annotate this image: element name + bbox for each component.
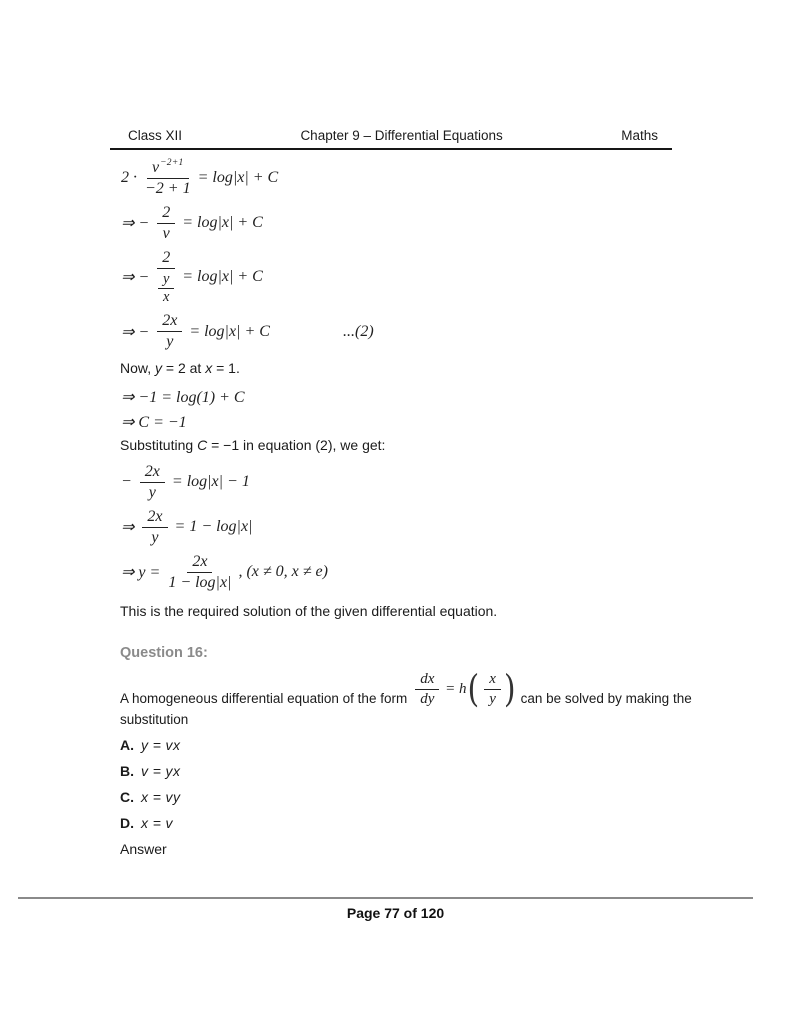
footer-divider xyxy=(18,897,753,899)
condition-var-x: x xyxy=(205,360,213,377)
eq2-fraction xyxy=(157,204,175,243)
eq9-denominator: 1 − log|x| xyxy=(168,573,232,591)
eq7-numerator: 2x xyxy=(140,463,165,483)
substituting-text: Substituting xyxy=(120,436,198,453)
substituting-var-c: C xyxy=(197,436,208,453)
eq4-denominator: y xyxy=(166,333,174,351)
substituting-line xyxy=(120,437,680,455)
eq9-numerator: 2x xyxy=(187,553,212,573)
eq7-prefix: − xyxy=(121,473,136,491)
eq3-sub-denominator: x xyxy=(163,289,170,306)
page-content xyxy=(120,158,692,857)
eq8-denominator: y xyxy=(151,528,159,546)
eq1-num-superscript: −2+1 xyxy=(160,158,184,168)
option-d xyxy=(120,815,680,831)
substituting-text: = −1 in equation (2), we get: xyxy=(207,436,386,453)
equation-line-1 xyxy=(121,158,680,198)
equation-line-3 xyxy=(121,249,680,307)
condition-var-y: y xyxy=(155,360,163,377)
question-outro-text: can be solved by making the xyxy=(520,690,692,706)
condition-text: = 2 at xyxy=(162,360,206,377)
option-c xyxy=(120,789,680,805)
eq1-numerator xyxy=(147,158,189,179)
option-a-label: A. xyxy=(120,736,134,753)
eq1-denominator: −2 + 1 xyxy=(145,179,191,197)
question-intro-text: A homogeneous differential equation of the form xyxy=(120,690,408,706)
condition-text: = 1. xyxy=(212,360,240,377)
formula-equals-h: = h xyxy=(441,680,467,697)
option-c-text: x = vy xyxy=(141,788,181,805)
question-inline-formula xyxy=(411,667,516,711)
eq3-sub-numerator: y xyxy=(158,272,174,290)
option-d-label: D. xyxy=(120,814,134,831)
eq4-fraction xyxy=(157,312,182,351)
formula-dx: dx xyxy=(415,671,439,690)
eq9-prefix: ⇒ y = xyxy=(121,564,165,582)
closing-text: This is the required solution of the given differential equation. xyxy=(120,603,498,620)
question-heading: Question 16: xyxy=(120,644,208,661)
formula-close-paren: ) xyxy=(503,667,516,711)
eq2-prefix: ⇒ − xyxy=(121,215,154,233)
closing-statement xyxy=(120,603,680,621)
equation-line-6 xyxy=(121,412,680,432)
equation-number-tag: ...(2) xyxy=(343,322,374,340)
question-continuation: substitution xyxy=(120,711,189,727)
option-b-text: v = yx xyxy=(141,762,181,779)
formula-open-paren: ( xyxy=(467,667,480,711)
formula-dy: dy xyxy=(420,690,435,707)
question-paragraph xyxy=(120,667,692,711)
eq5-text: ⇒ −1 = log(1) + C xyxy=(121,388,245,406)
option-b-label: B. xyxy=(120,762,134,779)
eq3-sub-fraction xyxy=(158,272,174,307)
eq1-fraction xyxy=(145,158,191,198)
eq4-rhs: = log|x| + C xyxy=(189,322,270,340)
eq3-prefix: ⇒ − xyxy=(121,269,154,287)
eq6-text: ⇒ C = −1 xyxy=(121,413,187,431)
eq9-rhs: , (x ≠ 0, x ≠ e) xyxy=(238,563,328,581)
page-header xyxy=(110,128,672,150)
eq8-rhs: = 1 − log|x| xyxy=(174,518,253,536)
option-b xyxy=(120,763,680,779)
eq3-rhs: = log|x| + C xyxy=(182,268,263,286)
eq3-denominator xyxy=(158,269,174,307)
eq2-denominator: v xyxy=(162,224,170,242)
eq7-rhs: = log|x| − 1 xyxy=(171,473,250,491)
formula-x-y-fraction xyxy=(484,671,501,708)
option-d-text: x = v xyxy=(141,814,173,831)
option-c-label: C. xyxy=(120,788,134,805)
equation-line-9 xyxy=(121,553,680,592)
eq1-num-base: v xyxy=(151,159,160,176)
eq3-fraction xyxy=(157,249,175,307)
equation-line-7 xyxy=(121,463,680,502)
equation-line-4 xyxy=(121,312,680,351)
eq7-denominator: y xyxy=(148,483,156,501)
equation-line-2 xyxy=(121,204,680,243)
eq1-rhs: = log|x| + C xyxy=(197,168,279,186)
eq4-prefix: ⇒ − xyxy=(121,323,154,341)
eq8-prefix: ⇒ xyxy=(121,519,139,537)
eq8-fraction xyxy=(142,508,167,547)
eq3-numerator: 2 xyxy=(157,249,175,269)
header-chapter-title: Chapter 9 – Differential Equations xyxy=(300,128,503,143)
equation-line-5 xyxy=(121,387,680,407)
option-a-text: y = vx xyxy=(141,736,181,753)
equation-line-8 xyxy=(121,508,680,547)
header-subject: Maths xyxy=(621,128,658,143)
formula-x: x xyxy=(484,671,501,690)
eq2-rhs: = log|x| + C xyxy=(182,214,263,232)
eq4-numerator: 2x xyxy=(157,312,182,332)
condition-line xyxy=(120,360,680,378)
answer-label: Answer xyxy=(120,840,167,857)
option-a xyxy=(120,737,680,753)
header-class: Class XII xyxy=(128,128,183,143)
condition-text: Now, xyxy=(120,360,156,377)
formula-y: y xyxy=(489,690,496,707)
formula-dx-dy-fraction xyxy=(415,671,439,708)
eq1-prefix: 2 · xyxy=(121,168,141,186)
eq7-fraction xyxy=(140,463,165,502)
eq8-numerator: 2x xyxy=(142,508,167,528)
eq9-fraction xyxy=(168,553,231,592)
page-number: Page 77 of 120 xyxy=(346,905,445,921)
eq2-numerator: 2 xyxy=(157,204,175,224)
